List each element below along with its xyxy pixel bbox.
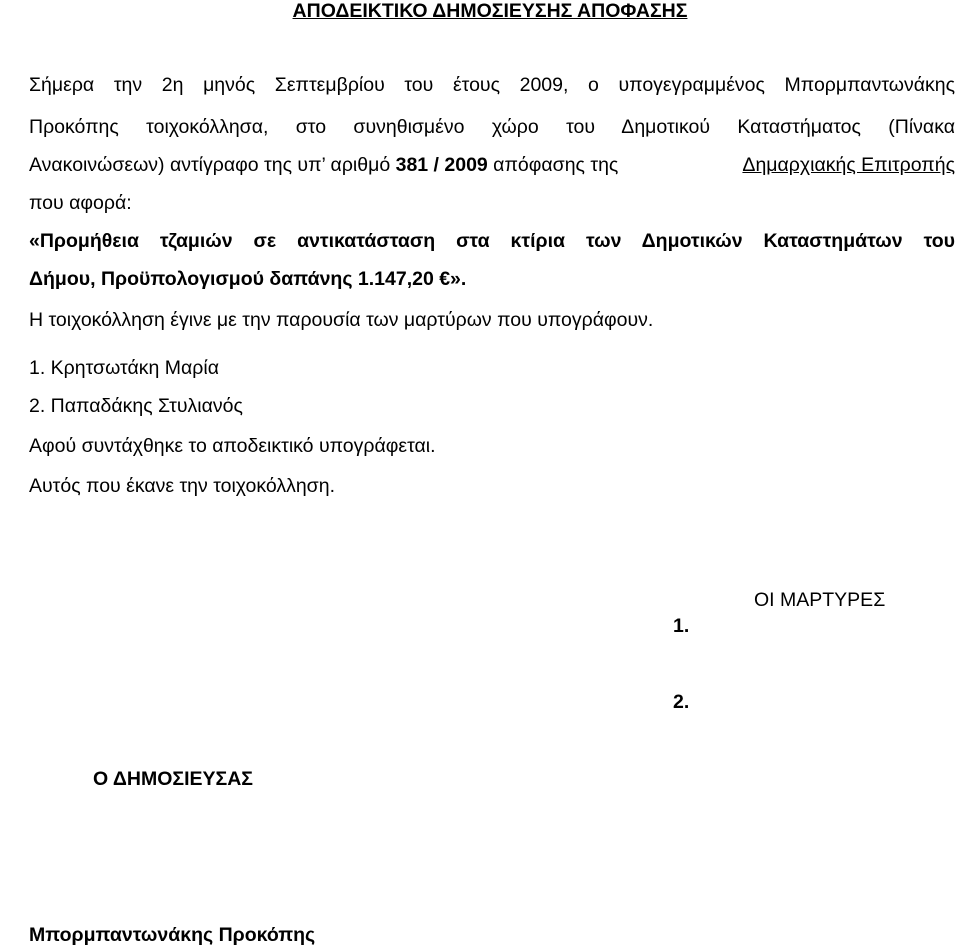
closing-line-2: Αυτός που έκανε την τοιχοκόλληση. (29, 475, 335, 497)
subject-line-1: «Προμήθεια τζαμιών σε αντικατάσταση στα κτίρια των Δημοτικών Καταστημάτων του (29, 230, 955, 252)
witness-signature-number-2: 2. (673, 691, 690, 713)
closing-line-1: Αφού συντάχθηκε το αποδεικτικό υπογράφεται. (29, 435, 436, 457)
intro-line-2: Προκόπης τοιχοκόλλησα, στο συνηθισμένο χώρο του Δημοτικού Καταστήματος (Πίνακα (29, 116, 955, 138)
intro-line-4: που αφορά: (29, 192, 132, 214)
committee-name: Δημαρχιακής Επιτροπής (742, 154, 955, 176)
witness-signature-number-1: 1. (673, 615, 690, 637)
decision-number: 381 / 2009 (395, 154, 488, 176)
witness-1: 1. Κρητσωτάκη Μαρία (29, 357, 219, 379)
intro-line-3 (29, 154, 955, 176)
publisher-heading: Ο ΔΗΜΟΣΙΕΥΣΑΣ (93, 768, 253, 790)
intro-line-3-text: Ανακοινώσεων) αντίγραφο της υπ’ αριθμό 381 / 2009 απόφασης της (29, 154, 619, 176)
witnesses-heading: ΟΙ ΜΑΡΤΥΡΕΣ (754, 589, 886, 611)
document-title: ΑΠΟΔΕΙΚΤΙΚΟ ΔΗΜΟΣΙΕΥΣΗΣ ΑΠΟΦΑΣΗΣ (292, 0, 688, 22)
subject-line-2: Δήμου, Προϋπολογισμού δαπάνης 1.147,20 €». (29, 268, 467, 290)
publisher-name: Μπορμπαντωνάκης Προκόπης (29, 924, 316, 946)
intro-line-1: Σήμερα την 2η μηνός Σεπτεμβρίου του έτους 2009, ο υπογεγραμμένος Μπορμπαντωνάκης (29, 74, 955, 96)
witness-2: 2. Παπαδάκης Στυλιανός (29, 395, 243, 417)
witness-sentence: Η τοιχοκόλληση έγινε με την παρουσία των μαρτύρων που υπογράφουν. (29, 309, 654, 331)
